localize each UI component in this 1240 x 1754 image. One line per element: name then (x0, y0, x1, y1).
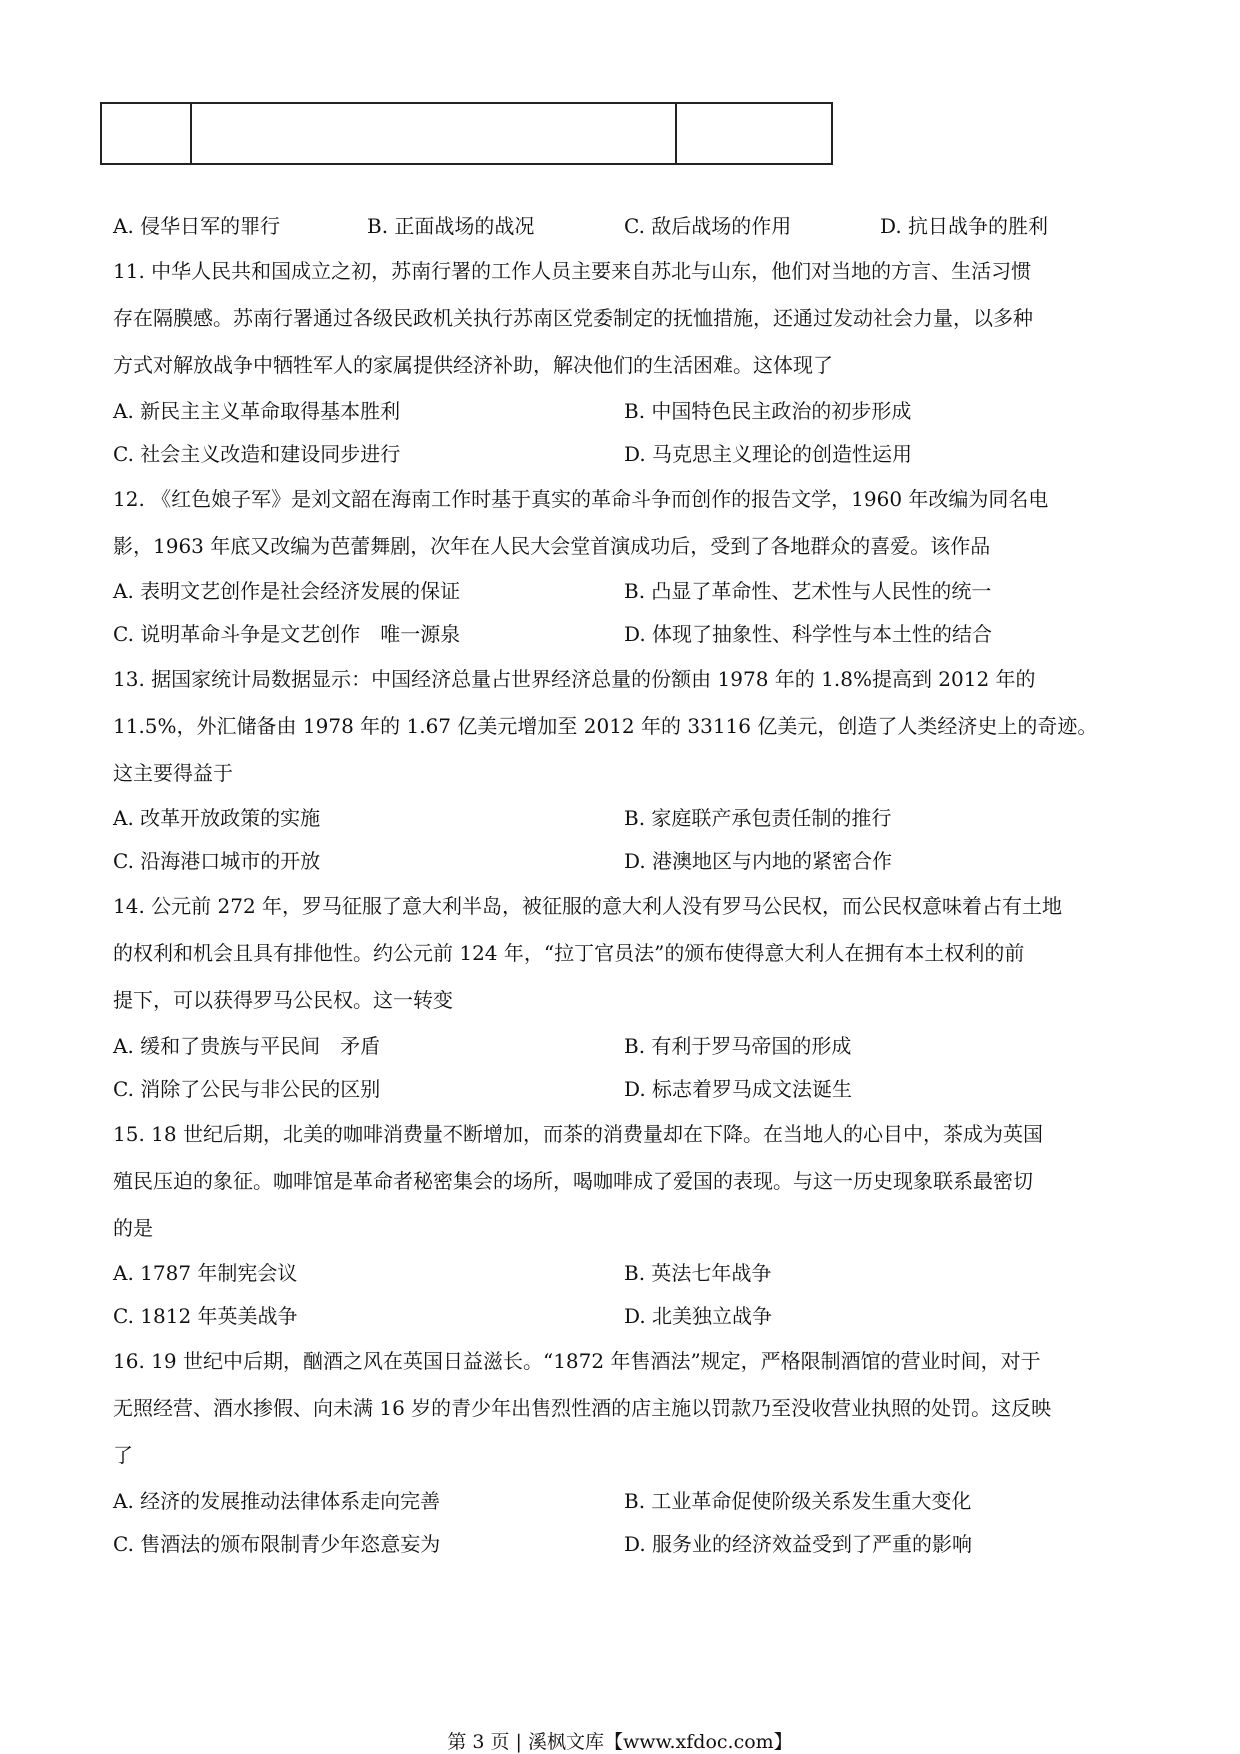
q14-option-b: B. 有利于罗马帝国的形成 (624, 1034, 852, 1058)
q12-stem-line: 影，1963 年底又改编为芭蕾舞剧，次年在人民大会堂首演成功后，受到了各地群众的喜爱。该作品 (113, 534, 991, 558)
table-row (101, 103, 832, 164)
q13-option-a: A. 改革开放政策的实施 (113, 806, 321, 830)
q16-stem-line: 16. 19 世纪中后期，酗酒之风在英国日益滋长。“1872 年售酒法”规定，严格限制酒馆的营业时间，对于 (113, 1349, 1041, 1373)
answer-table (100, 102, 833, 165)
q12-option-c: C. 说明革命斗争是文艺创作 唯一源泉 (113, 622, 461, 646)
q12-option-a: A. 表明文艺创作是社会经济发展的保证 (113, 579, 461, 603)
table-cell (676, 103, 832, 164)
q16-option-b: B. 工业革命促使阶级关系发生重大变化 (624, 1489, 972, 1513)
q10-option-a: A. 侵华日军的罪行 (113, 214, 281, 238)
q16-option-d: D. 服务业的经济效益受到了严重的影响 (624, 1532, 973, 1556)
q12-option-b: B. 凸显了革命性、艺术性与人民性的统一 (624, 579, 992, 603)
q15-stem-line: 15. 18 世纪后期，北美的咖啡消费量不断增加，而茶的消费量却在下降。在当地人的心目中，茶成为英国 (113, 1122, 1043, 1146)
table-cell (101, 103, 191, 164)
q14-option-d: D. 标志着罗马成文法诞生 (624, 1077, 853, 1101)
q11-stem-line: 11. 中华人民共和国成立之初，苏南行署的工作人员主要来自苏北与山东，他们对当地的方言、生活习惯 (113, 259, 1032, 283)
q13-stem-line: 11.5%，外汇储备由 1978 年的 1.67 亿美元增加至 2012 年的 33116 亿美元，创造了人类经济史上的奇迹。 (113, 714, 1098, 738)
q15-stem-line: 的是 (113, 1216, 153, 1240)
q15-option-b: B. 英法七年战争 (624, 1261, 772, 1285)
q15-stem-line: 殖民压迫的象征。咖啡馆是革命者秘密集会的场所，喝咖啡成了爱国的表现。与这一历史现象联系最密切 (113, 1169, 1033, 1193)
q15-option-a: A. 1787 年制宪会议 (113, 1261, 298, 1285)
q15-option-d: D. 北美独立战争 (624, 1304, 773, 1328)
q11-option-c: C. 社会主义改造和建设同步进行 (113, 442, 401, 466)
q13-stem-line: 这主要得益于 (113, 761, 233, 785)
q11-option-d: D. 马克思主义理论的创造性运用 (624, 442, 913, 466)
page-footer: 第 3 页 | 溪枫文库【www.xfdoc.com】 (447, 1731, 793, 1753)
q11-stem-line: 存在隔膜感。苏南行署通过各级民政机关执行苏南区党委制定的抚恤措施，还通过发动社会力量，以多种 (113, 306, 1033, 330)
q12-option-d: D. 体现了抽象性、科学性与本土性的结合 (624, 622, 993, 646)
q10-option-b: B. 正面战场的战况 (367, 214, 535, 238)
q14-stem-line: 提下，可以获得罗马公民权。这一转变 (113, 988, 453, 1012)
q11-option-a: A. 新民主主义革命取得基本胜利 (113, 399, 401, 423)
q16-option-c: C. 售酒法的颁布限制青少年恣意妄为 (113, 1532, 441, 1556)
q16-stem-line: 了 (113, 1443, 133, 1467)
q12-stem-line: 12. 《红色娘子军》是刘文韶在海南工作时基于真实的革命斗争而创作的报告文学，1960 年改编为同名电 (113, 487, 1049, 511)
q14-option-a: A. 缓和了贵族与平民间 矛盾 (113, 1034, 381, 1058)
q15-option-c: C. 1812 年英美战争 (113, 1304, 298, 1328)
q14-option-c: C. 消除了公民与非公民的区别 (113, 1077, 381, 1101)
q16-stem-line: 无照经营、酒水掺假、向未满 16 岁的青少年出售烈性酒的店主施以罚款乃至没收营业执照的处罚。这反映 (113, 1396, 1052, 1420)
q13-option-b: B. 家庭联产承包责任制的推行 (624, 806, 892, 830)
table-cell (191, 103, 676, 164)
q10-option-d: D. 抗日战争的胜利 (880, 214, 1049, 238)
q13-option-c: C. 沿海港口城市的开放 (113, 849, 321, 873)
q14-stem-line: 14. 公元前 272 年，罗马征服了意大利半岛，被征服的意大利人没有罗马公民权，而公民权意味着占有土地 (113, 894, 1063, 918)
q10-option-c: C. 敌后战场的作用 (624, 214, 792, 238)
q11-option-b: B. 中国特色民主政治的初步形成 (624, 399, 912, 423)
q14-stem-line: 的权利和机会且具有排他性。约公元前 124 年，“拉丁官员法”的颁布使得意大利人在拥有本土权利的前 (113, 941, 1025, 965)
q13-stem-line: 13. 据国家统计局数据显示：中国经济总量占世界经济总量的份额由 1978 年的 1.8%提高到 2012 年的 (113, 667, 1036, 691)
q13-option-d: D. 港澳地区与内地的紧密合作 (624, 849, 893, 873)
q11-stem-line: 方式对解放战争中牺牲军人的家属提供经济补助，解决他们的生活困难。这体现了 (113, 353, 833, 377)
q16-option-a: A. 经济的发展推动法律体系走向完善 (113, 1489, 441, 1513)
